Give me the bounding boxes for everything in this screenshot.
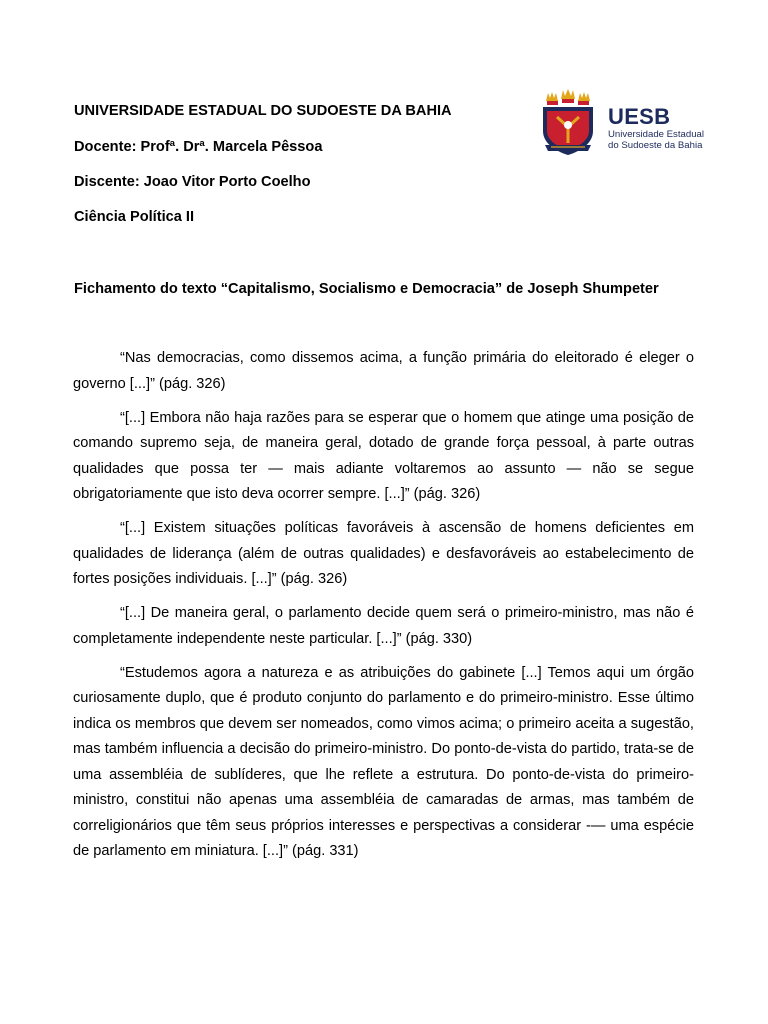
logo-name-line2: do Sudoeste da Bahia	[608, 139, 703, 151]
university-name: UNIVERSIDADE ESTADUAL DO SUDOESTE DA BAHIA	[74, 103, 452, 119]
quote-paragraph: “[...] De maneira geral, o parlamento decide quem será o primeiro-ministro, mas não é completamente independente neste particular. [...]” (pág. 330)	[73, 605, 694, 647]
logo-acronym: UESB	[608, 104, 671, 129]
quote-paragraph: “Estudemos agora a natureza e as atribuições do gabinete [...] Temos aqui um órgão curiosamente duplo, que é produto conjunto do parlamento e do primeiro-ministro. Esse último indica os membros que devem ser nomeados, como vimos acima; o primeiro aceita a sugestão, mas também influencia a decisão do primeiro-ministro. Do ponto-de-vista do partido, trata-se de uma assembléia de sublíderes, que lhe reflete a estrutura. Do ponto-de-vista do primeiro-ministro, constitui não apenas uma assembléia de camaradas de armas, mas também de correligionários que têm seus próprios interesses e perspectivas a considerar -— uma espécie de parlamento em miniatura. [...]” (pág. 331)	[73, 664, 694, 859]
uesb-logo	[537, 87, 712, 159]
docente-line: Docente: Profª. Drª. Marcela Pêssoa	[74, 139, 323, 155]
quote-paragraph: “Nas democracias, como dissemos acima, a função primária do eleitorado é eleger o governo [...]” (pág. 326)	[73, 350, 694, 392]
uesb-shield-crest-icon	[537, 87, 599, 159]
document-body	[73, 346, 694, 873]
logo-name-line1: Universidade Estadual	[608, 129, 704, 140]
quote-paragraph: “[...] Embora não haja razões para se esperar que o homem que atinge uma posição de comando supremo seja, de maneira geral, dotado de grande força pessoal, à parte outras qualidades que possa ter — mais adiante voltaremos ao assunto — não se segue obrigatoriamente que isto deva ocorrer sempre. [...]” (pág. 326)	[73, 409, 694, 502]
logo-wordmark	[608, 106, 712, 151]
document-title: Fichamento do texto “Capitalismo, Socialismo e Democracia” de Joseph Shumpeter	[74, 281, 659, 297]
quote-paragraph: “[...] Existem situações políticas favoráveis à ascensão de homens deficientes em qualidades de liderança (além de outras qualidades) e desfavoráveis ao estabelecimento de fortes posições individuais. [...]” (pág. 326)	[73, 520, 694, 587]
discente-line: Discente: Joao Vitor Porto Coelho	[74, 174, 311, 190]
course-name: Ciência Política II	[74, 209, 195, 225]
